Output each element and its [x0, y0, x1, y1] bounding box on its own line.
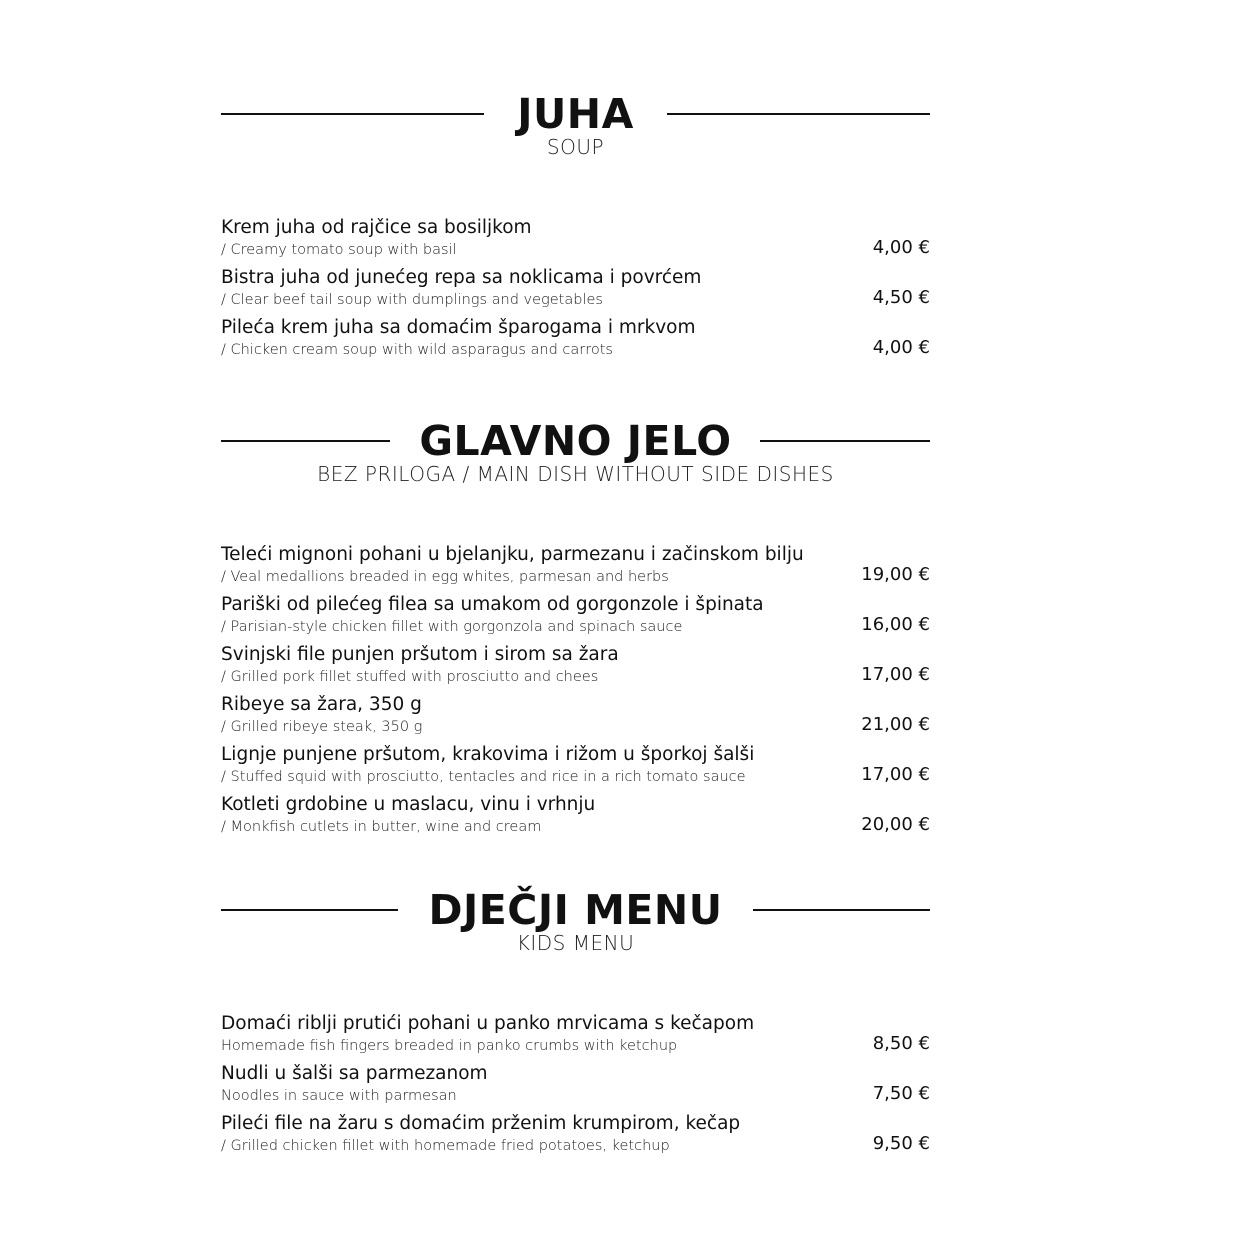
item-description: Homemade fish fingers breaded in panko crumbs with ketchup	[221, 1038, 678, 1054]
item-price: 20,00 €	[861, 814, 930, 835]
menu-item	[221, 1012, 930, 1062]
section-title: JUHA	[517, 90, 634, 138]
heading-rule-right	[667, 113, 930, 115]
section-subtitle: KIDS MENU	[516, 931, 635, 955]
item-description: Noodles in sauce with parmesan	[221, 1088, 457, 1104]
item-name: Teleći mignoni pohani u bjelanjku, parmezanu i začinskom bilju	[221, 544, 804, 565]
item-price: 19,00 €	[861, 564, 930, 585]
item-name: Kotleti grdobine u maslacu, vinu i vrhnju	[221, 794, 596, 815]
item-name: Pariški od pilećeg filea sa umakom od gorgonzole i špinata	[221, 594, 764, 615]
item-name: Pileća krem juha sa domaćim šparogama i mrkvom	[221, 317, 696, 338]
item-list	[221, 216, 930, 366]
section-subtitle: BEZ PRILOGA / MAIN DISH WITHOUT SIDE DISHES	[317, 462, 834, 486]
item-price: 17,00 €	[861, 764, 930, 785]
item-price: 16,00 €	[861, 614, 930, 635]
item-description: / Grilled ribeye steak, 350 g	[221, 719, 423, 735]
heading-rule-right	[753, 909, 930, 911]
item-price: 7,50 €	[872, 1083, 930, 1104]
item-price: 9,50 €	[872, 1133, 930, 1154]
item-description: / Parisian-style chicken fillet with gorgonzola and spinach sauce	[221, 619, 683, 635]
item-list	[221, 1012, 930, 1162]
item-description: / Stuffed squid with prosciutto, tentacles and rice in a rich tomato sauce	[221, 769, 746, 785]
section-title: GLAVNO JELO	[419, 417, 732, 465]
item-name: Bistra juha od junećeg repa sa noklicama i povrćem	[221, 267, 702, 288]
item-description: / Creamy tomato soup with basil	[221, 242, 457, 258]
item-description: / Grilled chicken fillet with homemade fried potatoes, ketchup	[221, 1138, 670, 1154]
item-list	[221, 543, 930, 843]
menu-item	[221, 1062, 930, 1112]
menu-item	[221, 743, 930, 793]
menu-item	[221, 793, 930, 843]
item-price: 4,00 €	[872, 337, 930, 358]
item-name: Pileći file na žaru s domaćim prženim krumpirom, kečap	[221, 1113, 741, 1134]
menu-item	[221, 693, 930, 743]
item-name: Nudli u šalši sa parmezanom	[221, 1063, 488, 1084]
item-description: / Veal medallions breaded in egg whites, parmesan and herbs	[221, 569, 669, 585]
section-subtitle: SOUP	[546, 135, 605, 159]
item-description: / Grilled pork fillet stuffed with prosciutto and chees	[221, 669, 599, 685]
item-name: Lignje punjene pršutom, krakovima i rižom u šporkoj šalši	[221, 744, 755, 765]
menu-item	[221, 316, 930, 366]
item-name: Svinjski file punjen pršutom i sirom sa žara	[221, 644, 619, 665]
item-description: / Chicken cream soup with wild asparagus and carrots	[221, 342, 613, 358]
section-title: DJEČJI MENU	[428, 886, 723, 934]
menu-item	[221, 543, 930, 593]
item-price: 4,50 €	[872, 287, 930, 308]
menu-item	[221, 266, 930, 316]
item-name: Krem juha od rajčice sa bosiljkom	[221, 217, 532, 238]
menu-item	[221, 216, 930, 266]
menu-item	[221, 1112, 930, 1162]
item-name: Domaći riblji prutići pohani u panko mrvicama s kečapom	[221, 1013, 755, 1034]
menu-item	[221, 593, 930, 643]
item-name: Ribeye sa žara, 350 g	[221, 694, 422, 715]
item-description: / Monkfish cutlets in butter, wine and cream	[221, 819, 542, 835]
item-description: / Clear beef tail soup with dumplings and vegetables	[221, 292, 603, 308]
item-price: 8,50 €	[872, 1033, 930, 1054]
item-price: 17,00 €	[861, 664, 930, 685]
heading-rule-right	[760, 440, 930, 442]
menu-item	[221, 643, 930, 693]
item-price: 21,00 €	[861, 714, 930, 735]
item-price: 4,00 €	[872, 237, 930, 258]
